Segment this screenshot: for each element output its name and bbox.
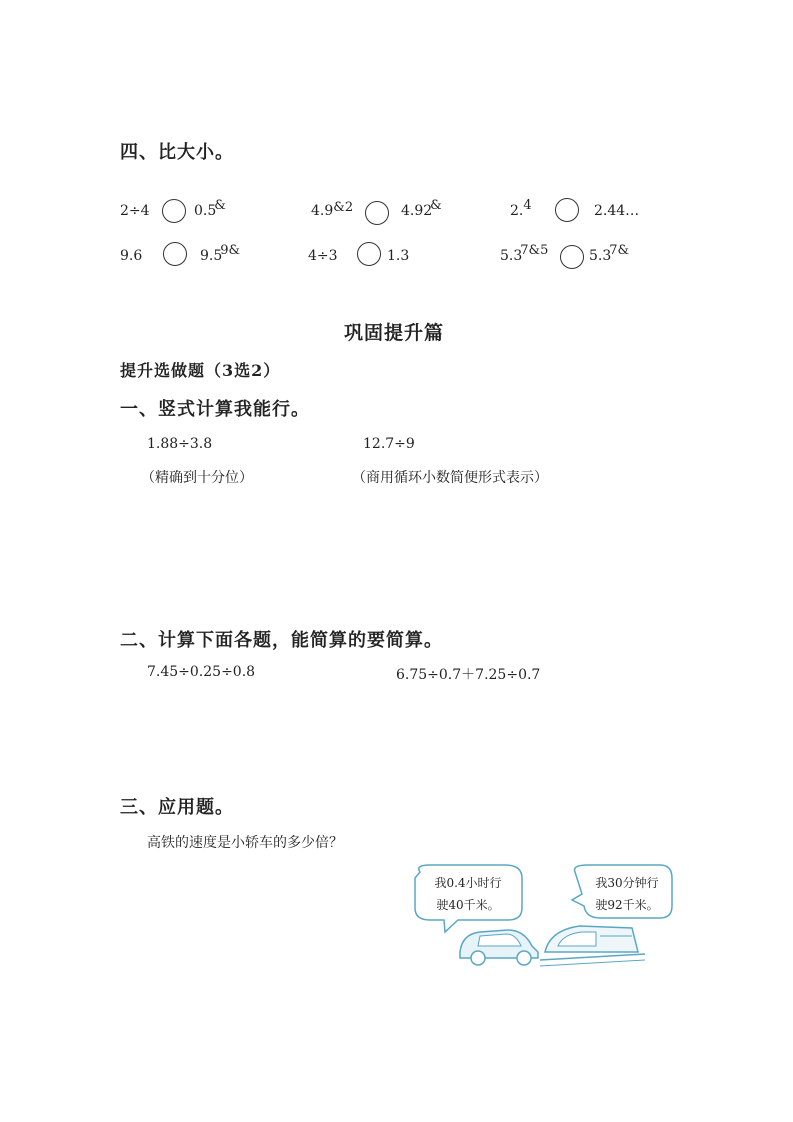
part2-heading: 二、计算下面各题，能简算的要简算。 bbox=[120, 630, 443, 651]
division-problem-2: 12.7÷9 bbox=[363, 436, 415, 452]
expression-1: 7.45÷0.25÷0.8 bbox=[147, 664, 256, 680]
compare-left-3: 2.4 bbox=[510, 198, 532, 219]
problem-1-note: （精确到十分位） bbox=[141, 470, 253, 486]
problem-2-note: （商用循环小数简便形式表示） bbox=[352, 470, 548, 486]
compare-answer-circle-5[interactable] bbox=[357, 242, 381, 266]
compare-answer-circle-2[interactable] bbox=[365, 201, 389, 225]
compare-right-3: 2.44… bbox=[594, 203, 640, 219]
word-problem-question: 高铁的速度是小轿车的多少倍？ bbox=[147, 835, 343, 851]
train-bubble-text: 我30分钟行 驶92千米。 bbox=[595, 876, 659, 912]
compare-left-1: 2÷4 bbox=[120, 203, 150, 219]
compare-answer-circle-3[interactable] bbox=[555, 198, 579, 222]
bullet-train-icon bbox=[540, 926, 645, 966]
compare-left-2: 4.9&2 bbox=[311, 200, 354, 219]
compare-right-4: 9.59& bbox=[200, 243, 241, 264]
consolidation-title: 巩固提升篇 bbox=[344, 322, 445, 344]
compare-answer-circle-1[interactable] bbox=[162, 199, 186, 223]
part3-heading: 三、应用题。 bbox=[120, 797, 234, 818]
car-icon bbox=[460, 930, 538, 965]
car-bubble-text: 我0.4小时行 驶40千米。 bbox=[434, 876, 502, 912]
compare-left-5: 4÷3 bbox=[308, 248, 338, 264]
compare-right-2: 4.92& bbox=[401, 198, 442, 219]
section-heading-compare: 四、比大小。 bbox=[120, 142, 234, 163]
division-problem-1: 1.88÷3.8 bbox=[147, 436, 213, 452]
compare-right-1: 0.5& bbox=[194, 198, 226, 219]
compare-answer-circle-6[interactable] bbox=[560, 245, 584, 269]
compare-left-6: 5.37&5 bbox=[500, 243, 549, 264]
expression-2: 6.75÷0.7＋7.25÷0.7 bbox=[396, 667, 541, 683]
compare-right-5: 1.3 bbox=[387, 248, 410, 264]
compare-answer-circle-4[interactable] bbox=[163, 242, 187, 266]
optional-subtitle: 提升选做题（3选2） bbox=[120, 361, 281, 380]
part1-heading: 一、竖式计算我能行。 bbox=[120, 399, 310, 420]
compare-left-4: 9.6 bbox=[120, 248, 143, 264]
compare-right-6: 5.37& bbox=[589, 243, 630, 264]
